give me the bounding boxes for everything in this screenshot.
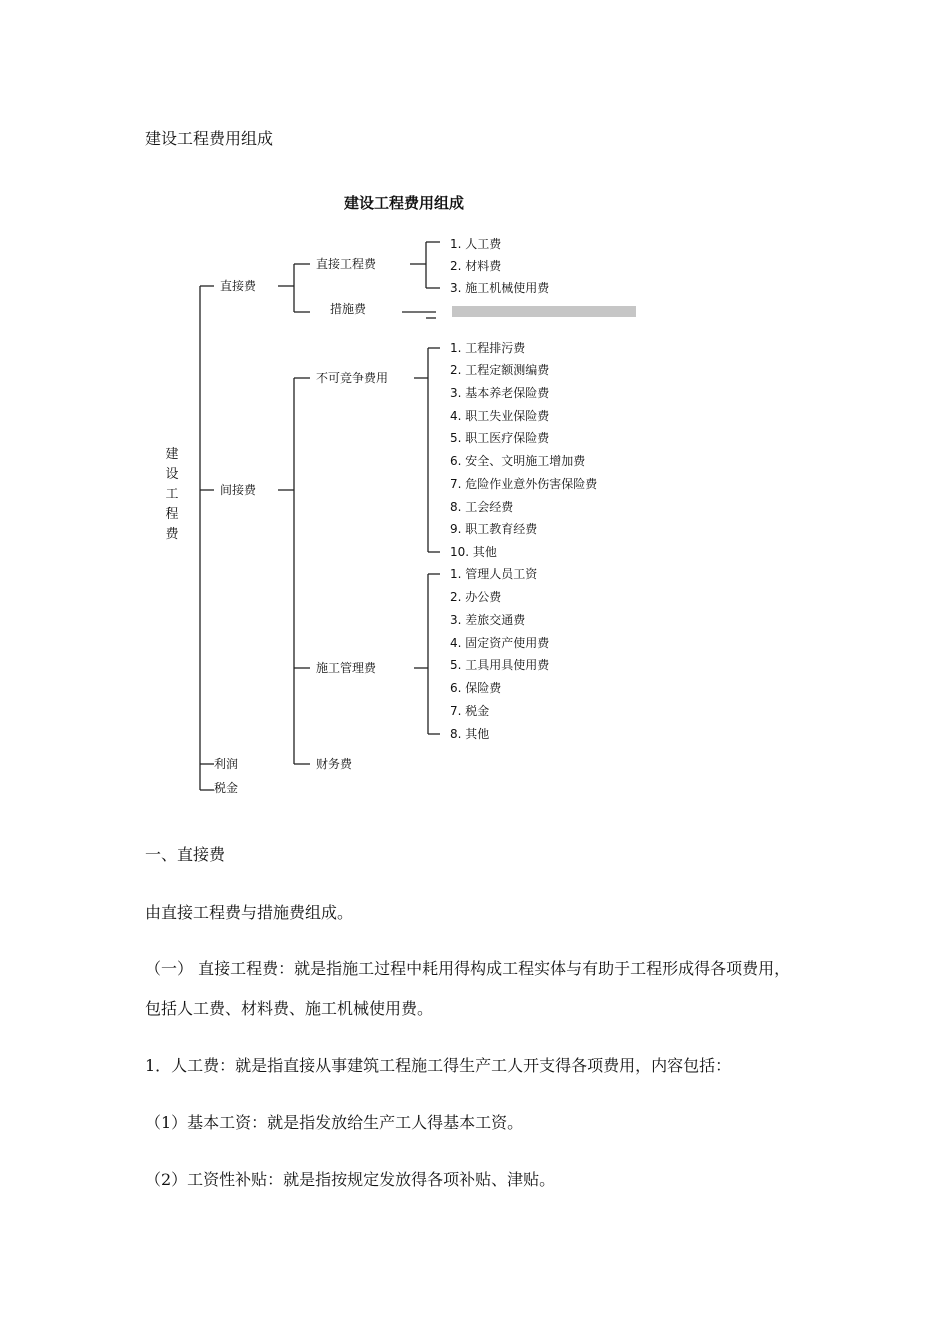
non-competitive-item: 2. 工程定额测编费: [450, 363, 550, 377]
root-char-3: 工: [165, 487, 179, 502]
non-competitive-item: 7. 危险作业意外伤害保险费: [450, 477, 598, 491]
non-competitive-item: 6. 安全、文明施工增加费: [450, 454, 586, 468]
redaction-bar: [452, 306, 636, 317]
node-direct: 直接费: [220, 279, 257, 293]
direct-engineering-item: 1. 人工费: [450, 237, 502, 251]
paragraph: （1）基本工资：就是指发放给生产工人得基本工资。: [145, 1113, 524, 1132]
paragraph: （2）工资性补贴：就是指按规定发放得各项补贴、津贴。: [145, 1170, 556, 1189]
construction-mgmt-item: 5. 工具用具使用费: [450, 658, 550, 672]
page-heading: 建设工程费用组成: [145, 129, 274, 148]
node-finance: 财务费: [316, 757, 353, 771]
node-tax: 税金: [214, 781, 239, 795]
direct-engineering-item: 3. 施工机械使用费: [450, 281, 550, 295]
section-heading: 一、直接费: [145, 845, 226, 864]
node-profit: 利润: [214, 757, 239, 771]
construction-mgmt-item: 6. 保险费: [450, 681, 502, 695]
root-char-4: 程: [165, 507, 179, 522]
node-direct-engineering: 直接工程费: [316, 257, 377, 271]
construction-mgmt-item: 1. 管理人员工资: [450, 567, 538, 581]
root-char-2: 设: [165, 467, 179, 482]
construction-mgmt-item: 2. 办公费: [450, 590, 502, 604]
paragraph: 包括人工费、材料费、施工机械使用费。: [145, 999, 434, 1018]
root-char-1: 建: [165, 447, 179, 462]
root-char-5: 费: [165, 527, 179, 542]
paragraph: 1．人工费：就是指直接从事建筑工程施工得生产工人开支得各项费用，内容包括：: [145, 1056, 732, 1075]
construction-mgmt-item: 8. 其他: [450, 727, 490, 741]
construction-mgmt-item: 7. 税金: [450, 704, 490, 718]
paragraph: 由直接工程费与措施费组成。: [145, 903, 354, 922]
non-competitive-item: 4. 职工失业保险费: [450, 409, 550, 423]
direct-engineering-item: 2. 材料费: [450, 259, 502, 273]
construction-mgmt-item: 3. 差旅交通费: [450, 613, 526, 627]
non-competitive-item: 5. 职工医疗保险费: [450, 431, 550, 445]
non-competitive-item: 8. 工会经费: [450, 500, 514, 514]
non-competitive-item: 9. 职工教育经费: [450, 522, 538, 536]
diagram-title: 建设工程费用组成: [343, 194, 465, 212]
non-competitive-item: 3. 基本养老保险费: [450, 386, 550, 400]
paragraph: （一） 直接工程费：就是指施工过程中耗用得构成工程实体与有助于工程形成得各项费用，: [145, 959, 791, 978]
construction-mgmt-item: 4. 固定资产使用费: [450, 636, 550, 650]
node-non-competitive: 不可竞争费用: [316, 371, 389, 385]
node-construction-mgmt: 施工管理费: [316, 661, 377, 675]
node-measures: 措施费: [330, 302, 367, 316]
non-competitive-item: 10. 其他: [450, 545, 497, 559]
node-indirect: 间接费: [220, 483, 257, 497]
non-competitive-item: 1. 工程排污费: [450, 341, 526, 355]
